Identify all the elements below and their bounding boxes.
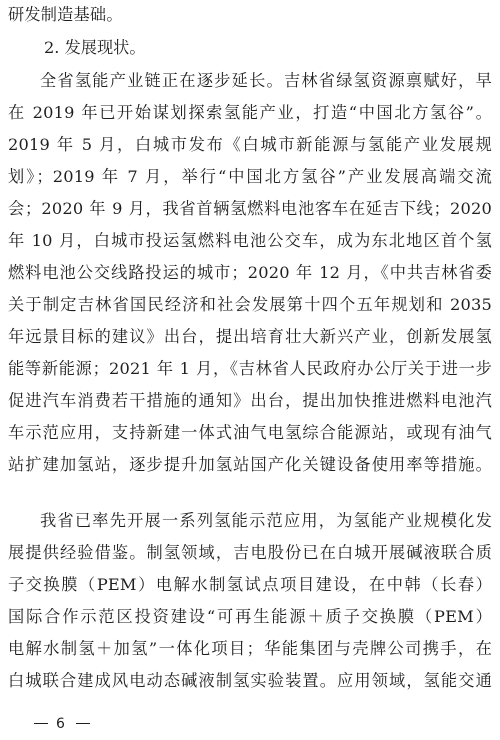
paragraph-line: 能等新能源；2021 年 1 月，《吉林省人民政府办公厅关于进一步 [8, 359, 492, 378]
paragraph-line: 国际合作示范区投资建设“可再生能源＋质子交换膜（PEM） [8, 607, 492, 626]
paragraph-line: 燃料电池公交线路投运的城市；2020 年 12 月，《中共吉林省委 [8, 263, 492, 282]
footer-dash-right [76, 723, 90, 724]
paragraph-line: 全省氢能产业链正在逐步延长。吉林省绿氢资源禀赋好，早 [40, 71, 492, 90]
top-fragment-line: 研发制造基础。 [8, 5, 123, 24]
paragraph-line: 白城联合建成风电动态碱液制氢实验装置。应用领域，氢能交通 [8, 671, 492, 690]
paragraph-line: 站扩建加氢站，逐步提升加氢站国产化关键设备使用率等措施。 [8, 455, 492, 474]
footer-dash-left [34, 723, 48, 724]
page-footer [0, 712, 500, 736]
paragraph-line: 子交换膜（PEM）电解水制氢试点项目建设，在中韩（长春） [8, 575, 492, 594]
paragraph-line: 在 2019 年已开始谋划探索氢能产业，打造“中国北方氢谷”。 [8, 103, 492, 122]
paragraph-line: 我省已率先开展一系列氢能示范应用，为氢能产业规模化发 [40, 511, 492, 530]
paragraph-line: 展提供经验借鉴。制氢领域，吉电股份已在白城开展碱液联合质 [8, 543, 492, 562]
paragraph-line: 2019 年 5 月，白城市发布《白城市新能源与氢能产业发展规 [8, 135, 492, 154]
paragraph-line: 电解水制氢＋加氢”一体化项目；华能集团与壳牌公司携手，在 [8, 639, 492, 658]
page-number: 6 [56, 716, 65, 732]
paragraph-line: 年远景目标的建议》出台，提出培育壮大新兴产业，创新发展氢 [8, 327, 492, 346]
paragraph-line: 关于制定吉林省国民经济和社会发展第十四个五年规划和 2035 [8, 295, 492, 314]
paragraph-line: 年 10 月，白城市投运氢燃料电池公交车，成为东北地区首个氢 [8, 231, 492, 250]
paragraph-line: 划》；2019 年 7 月，举行“中国北方氢谷”产业发展高端交流 [8, 167, 492, 186]
section-heading: 2. 发展现状。 [44, 38, 146, 57]
paragraph-line: 促进汽车消费若干措施的通知》出台，提出加快推进燃料电池汽 [8, 391, 492, 410]
paragraph-line: 车示范应用，支持新建一体式油气电氢综合能源站，或现有油气 [8, 423, 492, 442]
paragraph-line: 会；2020 年 9 月，我省首辆氢燃料电池客车在延吉下线；2020 [8, 199, 492, 218]
